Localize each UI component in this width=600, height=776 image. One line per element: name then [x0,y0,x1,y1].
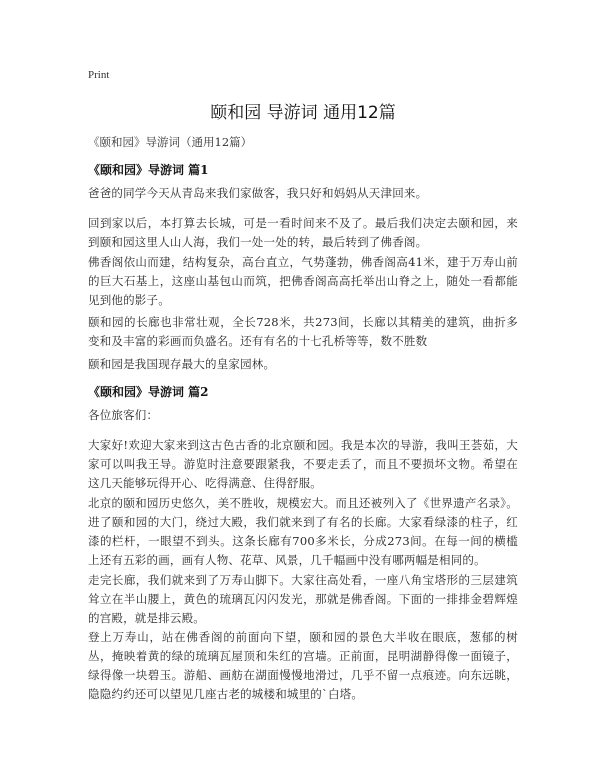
paragraph: 北京的颐和园历史悠久，美不胜收，规模宏大。而且还被列入了《世界遗产名录》。进了颐和园的大门，绕过大殿，我们就来到了有名的长廊。大家看绿漆的柱子，红漆的栏杆，一眼望不到头。这条长廊有700多米长，分成273间。在每一间的横槛上还有五彩的画，画有人物、花草、风景，几千幅画中没有哪两幅是相同的。 [88,496,518,567]
paragraph: 各位旅客们： [88,408,159,422]
section-heading-1: 《颐和园》导游词 篇1 [88,163,209,177]
page-title: 颐和园 导游词 通用12篇 [210,103,396,123]
paragraph: 爸爸的同学今天从青岛来我们家做客，我只好和妈妈从天津回来。 [88,186,428,200]
paragraph: 登上万寿山，站在佛香阁的前面向下望，颐和园的景色大半收在眼底，葱郁的树丛，掩映着黄的绿的琉璃瓦屋顶和朱红的宫墙。正前面，昆明湖静得像一面镜子，绿得像一块碧玉。游船、画舫在湖面慢慢地滑过，几乎不留一点痕迹。向东远眺，隐隐约约还可以望见几座古老的城楼和城里的`白塔。 [88,630,518,701]
paragraph: 回到家以后，本打算去长城，可是一看时间来不及了。最后我们决定去颐和园，来到颐和园这里人山人海，我们一处一处的转，最后转到了佛香阁。 [88,216,518,249]
paragraph: 大家好!欢迎大家来到这古色古香的北京颐和园。我是本次的导游，我叫王荟茹，大家可以叫我王导。游览时注意要跟紧我，不要走丢了，而且不要损坏文物。希望在这几天能够玩得开心、吃得满意、住得舒服。 [88,438,518,490]
paragraph: 佛香阁依山而建，结构复杂，高台直立，气势蓬勃，佛香阁高41米，建于万寿山前的巨大石基上，这座山基包山而筑，把佛香阁高高托举出山脊之上，随处一看都能见到他的影子。 [88,255,518,307]
print-label: Print [88,69,110,81]
paragraph: 颐和园的长廊也非常壮观，全长728米，共273间，长廊以其精美的建筑，曲折多变和及丰富的彩画而负盛名。还有有名的十七孔桥等等，数不胜数 [88,315,518,348]
paragraph: 颐和园是我国现存最大的皇家园林。 [88,357,276,371]
paragraph: 走完长廊，我们就来到了万寿山脚下。大家往高处看，一座八角宝塔形的三层建筑耸立在半山腰上，黄色的琉璃瓦闪闪发光，那就是佛香阁。下面的一排排金碧辉煌的宫殿，就是排云殿。 [88,573,518,625]
document-subtitle: 《颐和园》导游词（通用12篇） [88,135,253,149]
section-heading-2: 《颐和园》导游词 篇2 [88,385,209,399]
